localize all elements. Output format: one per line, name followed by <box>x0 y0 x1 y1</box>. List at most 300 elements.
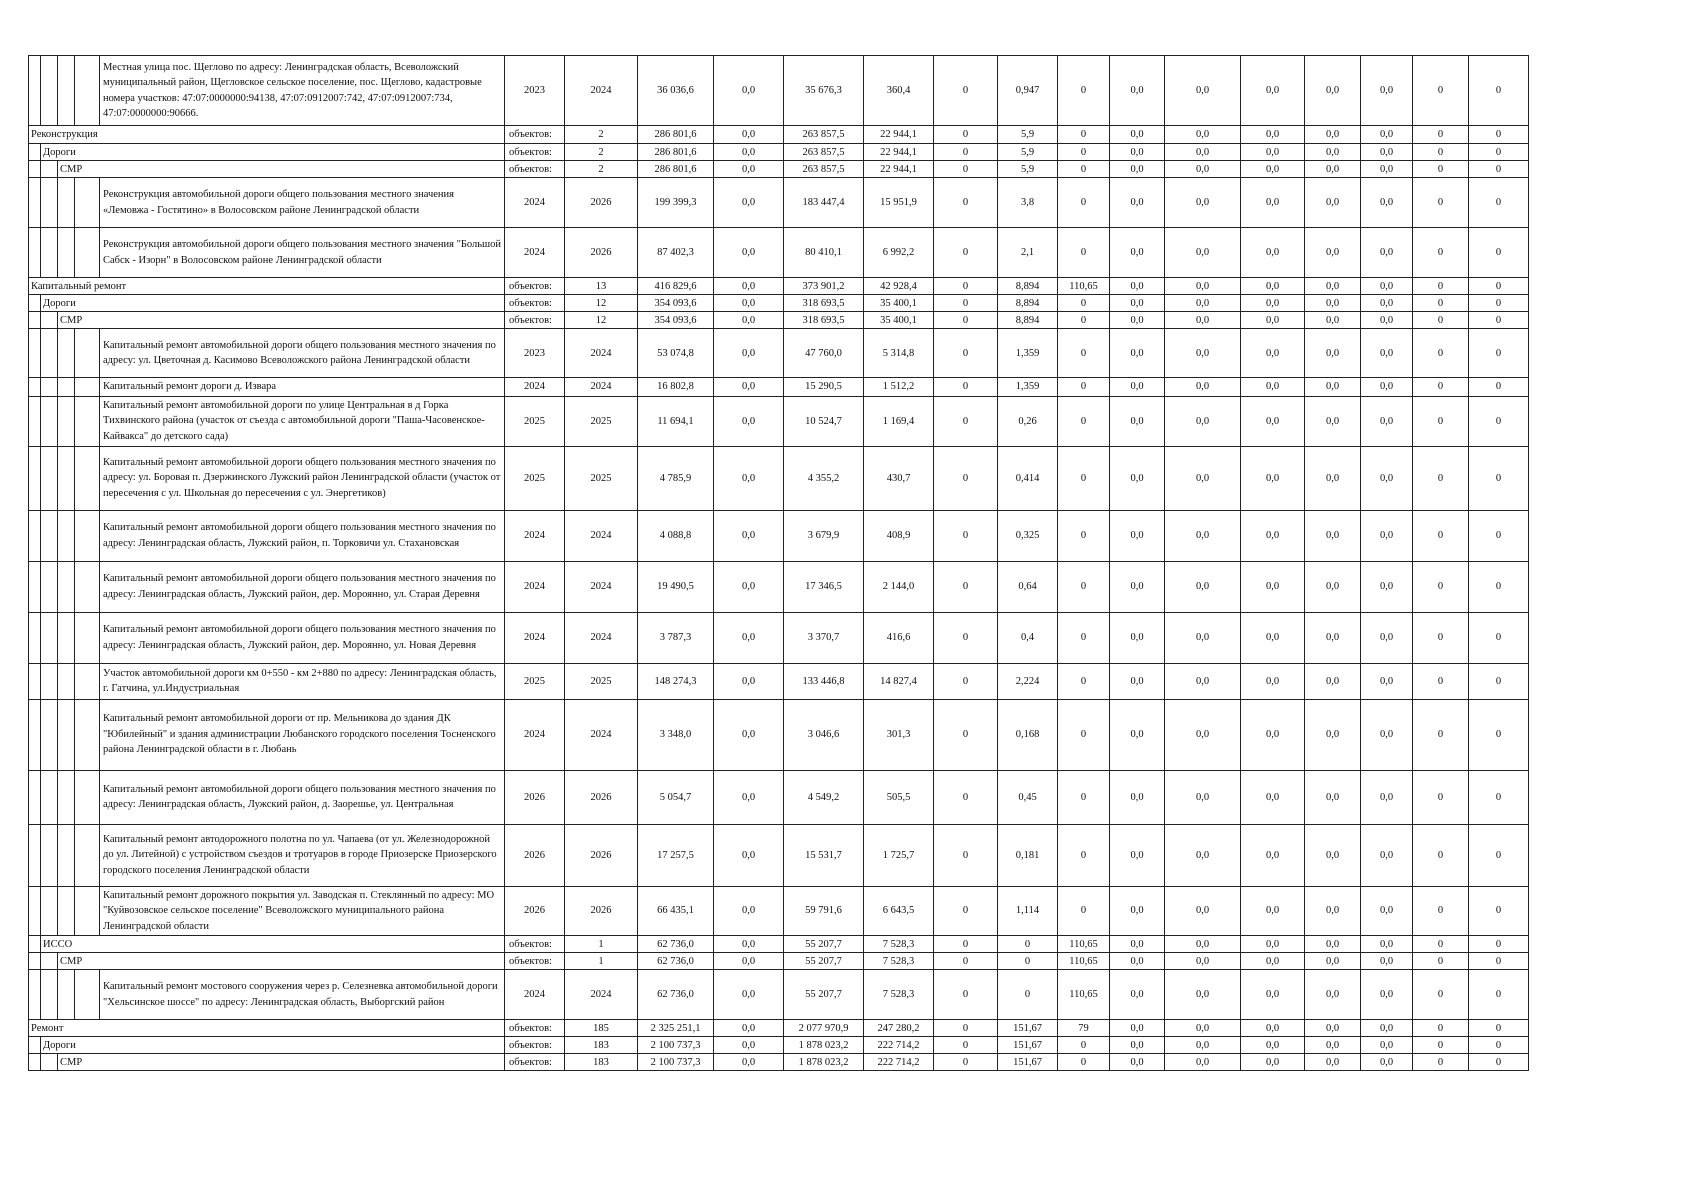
value-cell: 0,0 <box>1165 1020 1241 1037</box>
value-cell: 0,0 <box>1361 953 1413 970</box>
value-cell: 354 093,6 <box>638 295 714 312</box>
indent-cell <box>75 446 100 510</box>
value-cell: 0 <box>1058 663 1110 699</box>
value-cell: 0,0 <box>714 970 784 1020</box>
value-cell: 7 528,3 <box>864 970 934 1020</box>
indent-cell <box>75 824 100 886</box>
value-cell: 0,0 <box>1241 161 1305 178</box>
section-name: Капитальный ремонт <box>29 278 505 295</box>
value-cell: 0,0 <box>1110 510 1165 561</box>
value-cell: 15 951,9 <box>864 178 934 228</box>
indent-cell <box>75 228 100 278</box>
indent-cell <box>29 312 41 329</box>
value-cell: 0 <box>934 329 998 378</box>
value-cell: 2024 <box>505 612 565 663</box>
value-cell: 2,1 <box>998 228 1058 278</box>
value-cell: 0 <box>1413 329 1469 378</box>
value-cell: 0 <box>1469 312 1529 329</box>
value-cell: 0 <box>934 936 998 953</box>
value-cell: 247 280,2 <box>864 1020 934 1037</box>
value-cell: 1 512,2 <box>864 378 934 397</box>
value-cell: 0,0 <box>1165 663 1241 699</box>
value-cell: 2025 <box>565 663 638 699</box>
value-cell: 0 <box>1058 329 1110 378</box>
value-cell: 0 <box>934 144 998 161</box>
value-cell: 4 785,9 <box>638 446 714 510</box>
value-cell: 0,0 <box>1241 312 1305 329</box>
indent-cell <box>58 56 75 126</box>
value-cell: 0,0 <box>1165 612 1241 663</box>
item-row <box>29 228 1529 278</box>
value-cell: 0,0 <box>1241 378 1305 397</box>
value-cell: 0,0 <box>1241 278 1305 295</box>
value-cell: 1,359 <box>998 378 1058 397</box>
value-cell: 0 <box>934 612 998 663</box>
value-cell: 0,0 <box>714 770 784 824</box>
value-cell: 0,0 <box>1110 1020 1165 1037</box>
value-cell: 0,0 <box>1361 56 1413 126</box>
value-cell: 505,5 <box>864 770 934 824</box>
value-cell: 0,0 <box>1110 396 1165 446</box>
indent-cell <box>58 699 75 770</box>
value-cell: 0 <box>1058 161 1110 178</box>
value-cell: 0,0 <box>1110 312 1165 329</box>
value-cell: 0,0 <box>1110 126 1165 144</box>
value-cell: 0 <box>1413 178 1469 228</box>
value-cell: 0,0 <box>1241 178 1305 228</box>
value-cell: объектов: <box>505 278 565 295</box>
value-cell: 110,65 <box>1058 970 1110 1020</box>
value-cell: 2024 <box>565 612 638 663</box>
section-row <box>29 1054 1529 1071</box>
object-name: Реконструкция автомобильной дороги общего пользования местного значения "Большой Сабск - Изорн" в Волосовском районе Ленинградской области <box>100 228 505 278</box>
object-name: Капитальный ремонт дорожного покрытия ул. Заводская п. Стеклянный по адресу: МО "Куйвозовское сельское поселение" Всеволожского муниципального района Ленинградской области <box>100 886 505 936</box>
indent-cell <box>58 612 75 663</box>
value-cell: 430,7 <box>864 446 934 510</box>
value-cell: 0,0 <box>1305 699 1361 770</box>
value-cell: 0 <box>934 953 998 970</box>
value-cell: 0,0 <box>714 378 784 397</box>
value-cell: 5,9 <box>998 126 1058 144</box>
value-cell: 0 <box>1058 295 1110 312</box>
value-cell: 0 <box>1469 396 1529 446</box>
value-cell: 0 <box>1469 295 1529 312</box>
value-cell: 0,0 <box>1110 886 1165 936</box>
value-cell: 62 736,0 <box>638 936 714 953</box>
value-cell: 0,414 <box>998 446 1058 510</box>
value-cell: 0,0 <box>1305 312 1361 329</box>
value-cell: 36 036,6 <box>638 56 714 126</box>
value-cell: 0,0 <box>1361 278 1413 295</box>
section-name: СМР <box>58 312 505 329</box>
value-cell: 0,0 <box>1165 278 1241 295</box>
value-cell: 0 <box>1413 886 1469 936</box>
value-cell: 42 928,4 <box>864 278 934 295</box>
value-cell: 0,0 <box>1241 144 1305 161</box>
value-cell: 0,0 <box>1110 1054 1165 1071</box>
indent-cell <box>75 699 100 770</box>
object-name: Капитальный ремонт автомобильной дороги от пр. Мельникова до здания ДК "Юбилейный" и здания администрации Любанского городского поселения Тосненского района Ленинградской области в г. Любань <box>100 699 505 770</box>
value-cell: 62 736,0 <box>638 970 714 1020</box>
value-cell: 2024 <box>565 699 638 770</box>
value-cell: 0 <box>934 824 998 886</box>
value-cell: 4 549,2 <box>784 770 864 824</box>
value-cell: 11 694,1 <box>638 396 714 446</box>
value-cell: 0,0 <box>1241 970 1305 1020</box>
value-cell: 0 <box>1413 953 1469 970</box>
object-name: Местная улица пос. Щеглово по адресу: Ленинградская область, Всеволожский муниципальный район, Щегловское сельское поселение, пос. Щеглово, кадастровые номера участков: 47:07:0000000:94138, 47:07:0912007:742, 47:07:0912007:734, 47:07:0000000:90666. <box>100 56 505 126</box>
indent-cell <box>29 886 41 936</box>
value-cell: 2024 <box>505 510 565 561</box>
value-cell: 0,0 <box>714 953 784 970</box>
value-cell: 0 <box>1058 612 1110 663</box>
section-name: СМР <box>58 1054 505 1071</box>
value-cell: 222 714,2 <box>864 1054 934 1071</box>
value-cell: 0,0 <box>1305 144 1361 161</box>
value-cell: 0,26 <box>998 396 1058 446</box>
value-cell: 0 <box>1413 770 1469 824</box>
value-cell: 0,0 <box>1361 1054 1413 1071</box>
value-cell: 0,0 <box>714 561 784 612</box>
value-cell: 0 <box>1469 278 1529 295</box>
value-cell: 183 447,4 <box>784 178 864 228</box>
value-cell: 0 <box>1469 1037 1529 1054</box>
value-cell: 0,0 <box>1165 396 1241 446</box>
value-cell: 2024 <box>565 510 638 561</box>
value-cell: 2 100 737,3 <box>638 1037 714 1054</box>
value-cell: 0 <box>934 278 998 295</box>
value-cell: 0,0 <box>1110 178 1165 228</box>
value-cell: 416,6 <box>864 612 934 663</box>
value-cell: 0,0 <box>1165 1054 1241 1071</box>
value-cell: 0,0 <box>1165 228 1241 278</box>
value-cell: 263 857,5 <box>784 126 864 144</box>
indent-cell <box>29 561 41 612</box>
value-cell: 0,0 <box>714 1037 784 1054</box>
value-cell: объектов: <box>505 953 565 970</box>
value-cell: 35 400,1 <box>864 312 934 329</box>
value-cell: 2 325 251,1 <box>638 1020 714 1037</box>
value-cell: 0,0 <box>1165 699 1241 770</box>
value-cell: 35 400,1 <box>864 295 934 312</box>
value-cell: 0,0 <box>1305 278 1361 295</box>
value-cell: 0,0 <box>1241 1054 1305 1071</box>
value-cell: 13 <box>565 278 638 295</box>
value-cell: 2024 <box>505 378 565 397</box>
indent-cell <box>29 1054 41 1071</box>
value-cell: 0,0 <box>1361 561 1413 612</box>
section-row <box>29 278 1529 295</box>
value-cell: 0 <box>1469 936 1529 953</box>
value-cell: 16 802,8 <box>638 378 714 397</box>
item-row <box>29 824 1529 886</box>
indent-cell <box>75 178 100 228</box>
value-cell: 0,0 <box>714 1020 784 1037</box>
value-cell: 0,0 <box>1110 612 1165 663</box>
value-cell: 7 528,3 <box>864 936 934 953</box>
indent-cell <box>58 396 75 446</box>
value-cell: 0,0 <box>714 329 784 378</box>
value-cell: 318 693,5 <box>784 295 864 312</box>
value-cell: 2024 <box>565 56 638 126</box>
value-cell: 0,0 <box>1241 396 1305 446</box>
indent-cell <box>58 446 75 510</box>
value-cell: 286 801,6 <box>638 126 714 144</box>
value-cell: 0,0 <box>1305 953 1361 970</box>
indent-cell <box>29 144 41 161</box>
value-cell: 0 <box>934 970 998 1020</box>
section-name: ИССО <box>41 936 505 953</box>
value-cell: 0 <box>1413 228 1469 278</box>
value-cell: 360,4 <box>864 56 934 126</box>
value-cell: объектов: <box>505 1037 565 1054</box>
value-cell: 0,0 <box>1165 161 1241 178</box>
value-cell: 0,0 <box>1305 970 1361 1020</box>
indent-cell <box>41 824 58 886</box>
value-cell: объектов: <box>505 295 565 312</box>
value-cell: 0,0 <box>1305 612 1361 663</box>
value-cell: 0,0 <box>1241 510 1305 561</box>
object-name: Капитальный ремонт автомобильной дороги общего пользования местного значения по адресу: Ленинградская область, Лужский район, п. Торковичи ул. Стахановская <box>100 510 505 561</box>
value-cell: 2026 <box>565 824 638 886</box>
indent-cell <box>58 886 75 936</box>
value-cell: 0,0 <box>1361 1020 1413 1037</box>
item-row <box>29 561 1529 612</box>
value-cell: 3,8 <box>998 178 1058 228</box>
indent-cell <box>41 329 58 378</box>
value-cell: 0,0 <box>1110 699 1165 770</box>
value-cell: 0 <box>1058 178 1110 228</box>
indent-cell <box>29 228 41 278</box>
section-row <box>29 312 1529 329</box>
value-cell: 4 355,2 <box>784 446 864 510</box>
value-cell: 0,0 <box>1305 56 1361 126</box>
item-row <box>29 612 1529 663</box>
value-cell: 10 524,7 <box>784 396 864 446</box>
value-cell: 0,0 <box>1361 446 1413 510</box>
value-cell: 0,168 <box>998 699 1058 770</box>
value-cell: 2026 <box>565 178 638 228</box>
indent-cell <box>75 561 100 612</box>
value-cell: 0 <box>1058 1054 1110 1071</box>
value-cell: 0 <box>934 699 998 770</box>
indent-cell <box>29 953 41 970</box>
value-cell: 0,0 <box>1361 396 1413 446</box>
indent-cell <box>75 378 100 397</box>
program-table-body <box>29 56 1529 1071</box>
section-name: Реконструкция <box>29 126 505 144</box>
object-name: Капитальный ремонт автомобильной дороги общего пользования местного значения по адресу: Ленинградская область, Лужский район, д. Заорешье, ул. Центральная <box>100 770 505 824</box>
value-cell: 0 <box>1058 824 1110 886</box>
value-cell: 17 257,5 <box>638 824 714 886</box>
value-cell: 0 <box>934 228 998 278</box>
value-cell: 2026 <box>505 886 565 936</box>
section-row <box>29 144 1529 161</box>
value-cell: 0,0 <box>1305 1054 1361 1071</box>
value-cell: объектов: <box>505 1020 565 1037</box>
value-cell: 0,0 <box>714 886 784 936</box>
indent-cell <box>75 663 100 699</box>
value-cell: 0 <box>1413 612 1469 663</box>
value-cell: 0,0 <box>714 312 784 329</box>
indent-cell <box>58 329 75 378</box>
value-cell: 2 144,0 <box>864 561 934 612</box>
value-cell: 0,0 <box>1305 178 1361 228</box>
value-cell: 286 801,6 <box>638 161 714 178</box>
indent-cell <box>29 329 41 378</box>
value-cell: 2026 <box>505 770 565 824</box>
value-cell: 0,0 <box>1165 312 1241 329</box>
value-cell: 0,0 <box>1305 295 1361 312</box>
section-name: Дороги <box>41 1037 505 1054</box>
value-cell: 59 791,6 <box>784 886 864 936</box>
indent-cell <box>41 510 58 561</box>
value-cell: объектов: <box>505 1054 565 1071</box>
value-cell: 0 <box>1469 178 1529 228</box>
value-cell: 80 410,1 <box>784 228 864 278</box>
value-cell: 53 074,8 <box>638 329 714 378</box>
value-cell: 0 <box>998 936 1058 953</box>
section-name: СМР <box>58 953 505 970</box>
value-cell: 0 <box>1058 1037 1110 1054</box>
value-cell: 0 <box>1413 396 1469 446</box>
indent-cell <box>41 886 58 936</box>
value-cell: 0,0 <box>1165 953 1241 970</box>
indent-cell <box>58 824 75 886</box>
value-cell: 373 901,2 <box>784 278 864 295</box>
value-cell: 2025 <box>565 446 638 510</box>
value-cell: 0 <box>1413 56 1469 126</box>
value-cell: 0,0 <box>1361 663 1413 699</box>
indent-cell <box>41 161 58 178</box>
value-cell: 55 207,7 <box>784 953 864 970</box>
value-cell: 0 <box>1058 378 1110 397</box>
value-cell: 0,0 <box>1361 770 1413 824</box>
value-cell: 0 <box>934 312 998 329</box>
value-cell: 2 <box>565 126 638 144</box>
value-cell: 0 <box>1413 663 1469 699</box>
indent-cell <box>58 663 75 699</box>
value-cell: 15 290,5 <box>784 378 864 397</box>
value-cell: 1 725,7 <box>864 824 934 886</box>
value-cell: 6 643,5 <box>864 886 934 936</box>
item-row <box>29 396 1529 446</box>
value-cell: 6 992,2 <box>864 228 934 278</box>
value-cell: 0 <box>1469 699 1529 770</box>
value-cell: 0,0 <box>1110 970 1165 1020</box>
indent-cell <box>75 970 100 1020</box>
indent-cell <box>29 178 41 228</box>
value-cell: 0,0 <box>1110 1037 1165 1054</box>
value-cell: 0,0 <box>1305 378 1361 397</box>
indent-cell <box>29 824 41 886</box>
value-cell: 0,0 <box>714 824 784 886</box>
value-cell: 8,894 <box>998 312 1058 329</box>
value-cell: 0,0 <box>1241 936 1305 953</box>
value-cell: 133 446,8 <box>784 663 864 699</box>
item-row <box>29 886 1529 936</box>
value-cell: 0,0 <box>1305 561 1361 612</box>
value-cell: 0 <box>998 970 1058 1020</box>
value-cell: 0 <box>934 56 998 126</box>
value-cell: 0 <box>1469 56 1529 126</box>
value-cell: 2024 <box>505 970 565 1020</box>
value-cell: 0,0 <box>1241 228 1305 278</box>
value-cell: 22 944,1 <box>864 144 934 161</box>
section-row <box>29 953 1529 970</box>
indent-cell <box>75 612 100 663</box>
value-cell: 0 <box>1469 663 1529 699</box>
value-cell: 0,0 <box>1361 329 1413 378</box>
value-cell: 0,0 <box>1110 663 1165 699</box>
value-cell: 2026 <box>565 228 638 278</box>
value-cell: 2024 <box>505 699 565 770</box>
value-cell: 0 <box>1058 699 1110 770</box>
value-cell: 0,0 <box>1165 446 1241 510</box>
indent-cell <box>41 312 58 329</box>
value-cell: 2025 <box>505 396 565 446</box>
indent-cell <box>58 770 75 824</box>
value-cell: 62 736,0 <box>638 953 714 970</box>
value-cell: 0 <box>1413 378 1469 397</box>
value-cell: 0,0 <box>1241 1037 1305 1054</box>
indent-cell <box>41 446 58 510</box>
value-cell: 87 402,3 <box>638 228 714 278</box>
value-cell: 0,0 <box>1165 378 1241 397</box>
value-cell: 0,0 <box>1241 699 1305 770</box>
value-cell: 0,0 <box>1361 378 1413 397</box>
value-cell: 0 <box>934 178 998 228</box>
value-cell: 0,0 <box>1305 824 1361 886</box>
indent-cell <box>41 378 58 397</box>
value-cell: 0,0 <box>1361 161 1413 178</box>
value-cell: 0,0 <box>714 295 784 312</box>
value-cell: 0,0 <box>1241 295 1305 312</box>
value-cell: 0,0 <box>1361 886 1413 936</box>
value-cell: 0 <box>1469 970 1529 1020</box>
indent-cell <box>41 663 58 699</box>
value-cell: 0 <box>934 378 998 397</box>
value-cell: 416 829,6 <box>638 278 714 295</box>
value-cell: 2,224 <box>998 663 1058 699</box>
value-cell: 0,0 <box>1305 329 1361 378</box>
value-cell: 0,0 <box>1305 161 1361 178</box>
value-cell: 8,894 <box>998 295 1058 312</box>
value-cell: 0 <box>1058 228 1110 278</box>
value-cell: 110,65 <box>1058 936 1110 953</box>
item-row <box>29 770 1529 824</box>
value-cell: 0 <box>1469 378 1529 397</box>
value-cell: 0,0 <box>1361 126 1413 144</box>
section-row <box>29 161 1529 178</box>
indent-cell <box>29 936 41 953</box>
value-cell: 0 <box>1413 278 1469 295</box>
value-cell: 0 <box>1058 396 1110 446</box>
indent-cell <box>29 510 41 561</box>
value-cell: 0,0 <box>1361 970 1413 1020</box>
value-cell: 0,0 <box>1110 228 1165 278</box>
indent-cell <box>29 612 41 663</box>
object-name: Капитальный ремонт автомобильной дороги общего пользования местного значения по адресу: Ленинградская область, Лужский район, дер. Мороянно, ул. Новая Деревня <box>100 612 505 663</box>
program-table <box>28 55 1529 1071</box>
value-cell: 22 944,1 <box>864 126 934 144</box>
value-cell: 0,0 <box>714 446 784 510</box>
value-cell: 0 <box>1469 1054 1529 1071</box>
value-cell: 0 <box>1469 329 1529 378</box>
value-cell: 2 <box>565 144 638 161</box>
value-cell: 0,0 <box>1241 663 1305 699</box>
value-cell: 0,0 <box>714 278 784 295</box>
